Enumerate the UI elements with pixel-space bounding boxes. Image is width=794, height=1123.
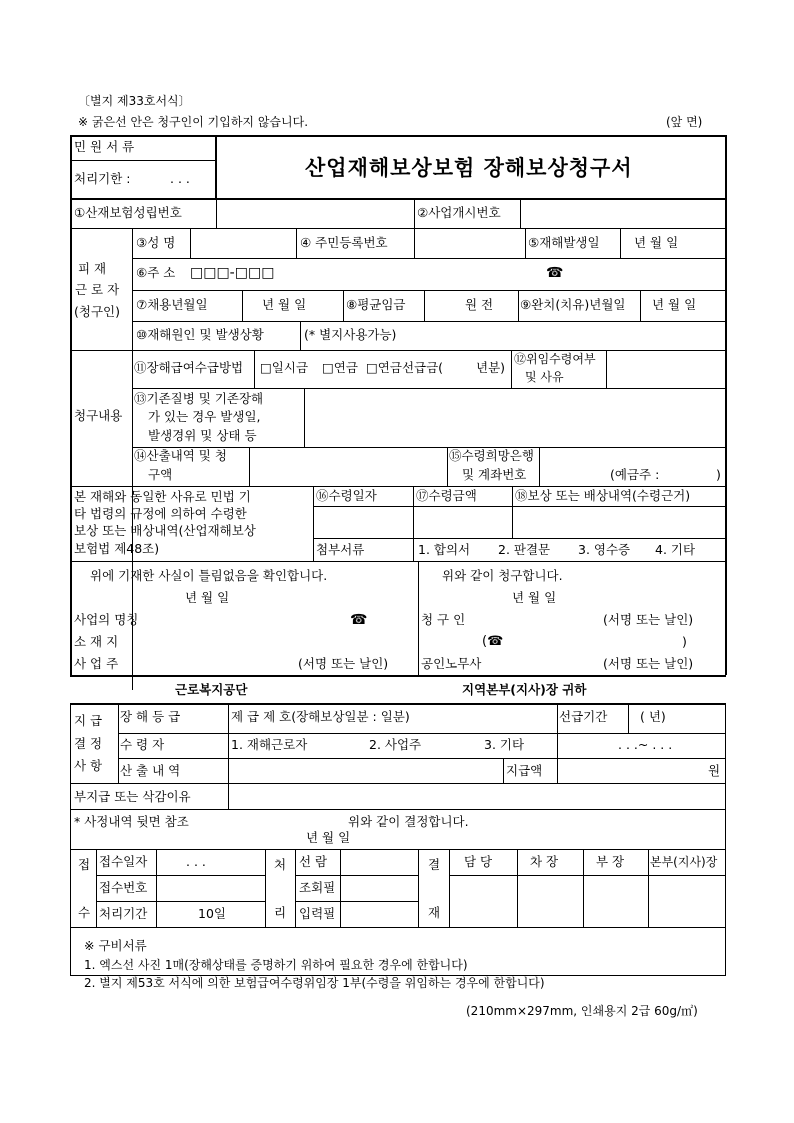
approver-staff: 담 당 (464, 854, 493, 869)
labor-attorney-label: 공인노무사 (421, 656, 482, 671)
receipt-no-label: 접수번호 (99, 880, 148, 895)
rrn-label: ④ 주민등록번호 (300, 235, 388, 250)
recipient-other: 3. 기타 (484, 737, 525, 752)
cause-note: (* 별지사용가능) (304, 327, 397, 342)
attach-other: 4. 기타 (655, 542, 696, 557)
comp-desc-4: 보험법 제48조) (74, 541, 160, 556)
attach-settlement: 1. 합의서 (418, 542, 471, 557)
form-number: 〔별지 제33호서식〕 (78, 94, 191, 108)
comp-desc-2: 타 법령의 규정에 의하여 수령한 (74, 506, 247, 521)
benefit-method-label: ⑪장해급여수급방법 (134, 360, 244, 375)
paper-spec: (210mm×297mm, 인쇄용지 2급 60g/㎡) (466, 1004, 698, 1018)
prepay-date-range: . . .~ . . . (618, 737, 673, 752)
deadline-dots: . . . (170, 171, 190, 186)
approver-deputy-manager: 차 장 (530, 854, 559, 869)
claim-group-label: 청구내용 (74, 408, 123, 423)
business-start-no-field[interactable] (522, 200, 724, 227)
receipt-group-bottom: 수 (78, 905, 91, 920)
comp-desc-1: 본 재해와 동일한 사유로 민법 기 (74, 489, 251, 504)
calc-claim-label-2: 구액 (148, 467, 173, 482)
receipt-group-top: 접 (78, 857, 91, 872)
calc-detail-label: 산 출 내 역 (120, 763, 181, 778)
deadline-label: 처리기한 : (74, 171, 131, 186)
required-doc-2: 2. 별지 제53호 서식에 의한 보험급여수령위임장 1부(수령을 위임하는 경우에 한합니다) (84, 976, 545, 990)
recipient-label: 수 령 자 (120, 737, 165, 752)
pay-amount-label: 지급액 (506, 763, 543, 778)
account-holder-label: (예금주 : (610, 467, 660, 482)
recipient-worker: 1. 재해근로자 (231, 737, 308, 752)
bank-label-1: ⑮수령희망은행 (449, 448, 534, 463)
decision-group-1: 지 급 (74, 713, 103, 728)
business-location-label: 소 재 지 (74, 634, 119, 649)
inquiry-label: 조회필 (299, 880, 336, 895)
method-pension-checkbox[interactable]: □연금 (322, 360, 358, 375)
prior-condition-label-1: ⑬기존질병 및 기존장해 (134, 391, 264, 406)
review-note: * 사정내역 뒷면 참조 (74, 814, 189, 829)
avg-wage-label: ⑧평균임금 (346, 297, 406, 312)
claimant-phone: (☎ (482, 634, 504, 649)
address-label: ⑥주 소 (136, 265, 176, 280)
claimant-label: 청 구 인 (421, 612, 466, 627)
comp-detail-label: ⑱보상 또는 배상내역(수령근거) (515, 488, 691, 503)
bank-label-2: 및 계좌번호 (462, 467, 527, 482)
approval-group-top: 결 (428, 857, 441, 872)
non-payment-reason-label: 부지급 또는 삭감이유 (74, 789, 191, 804)
worker-group-label-2: 근 로 자 (75, 282, 120, 297)
prepay-period-label: 선급기간 (559, 709, 608, 724)
receipt-date-dots: . . . (186, 854, 206, 869)
employer-label: 사 업 주 (74, 656, 119, 671)
disability-grade-label: 장 해 등 급 (120, 709, 181, 724)
required-doc-1: 1. 엑스선 사진 1매(장해상태를 증명하기 위하여 필요한 경우에 한합니다) (84, 958, 468, 972)
received-amount-label: ⑰수령금액 (416, 488, 477, 503)
decision-date: 년 월 일 (306, 830, 351, 845)
claim-date: 년 월 일 (512, 590, 557, 605)
advance-years-suffix: 년분) (476, 360, 506, 375)
accident-date-ymd: 년 월 일 (634, 235, 679, 250)
hire-date-label: ⑦채용년월일 (136, 297, 208, 312)
account-holder-close: ) (716, 467, 721, 482)
cure-date-ymd: 년 월 일 (652, 297, 697, 312)
name-label: ③성 명 (136, 235, 176, 250)
approver-branch-head: 본부(지사)장 (650, 855, 718, 869)
accident-date-label: ⑤재해발생일 (528, 235, 600, 250)
phone-icon: ☎ (546, 265, 564, 281)
cure-date-label: ⑨완치(치유)년월일 (520, 297, 626, 312)
processing-days: 10일 (198, 906, 226, 921)
minwon-label: 민 원 서 류 (74, 139, 135, 154)
process-group-top: 처 (274, 857, 287, 872)
labor-attorney-sign: (서명 또는 날인) (603, 656, 694, 671)
rrn-field[interactable] (416, 230, 524, 257)
business-phone-icon: ☎ (350, 612, 368, 628)
decision-statement: 위와 같이 결정합니다. (348, 814, 469, 829)
cause-label: ⑩재해원인 및 발생상황 (136, 327, 264, 342)
decision-group-2: 결 정 (74, 736, 103, 751)
method-lump-sum-checkbox[interactable]: □일시금 (260, 360, 309, 375)
avg-wage-unit: 원 전 (465, 297, 494, 312)
claimant-phone-close: ) (682, 634, 687, 649)
insurance-no-label: ①산재보험성립번호 (74, 205, 182, 220)
agency-name: 근로복지공단 (175, 682, 248, 697)
business-start-no-label: ②사업개시번호 (417, 205, 501, 220)
attach-receipt: 3. 영수증 (578, 542, 631, 557)
approver-manager: 부 장 (596, 854, 625, 869)
form-title: 산업재해보상보험 장해보상청구서 (305, 155, 633, 180)
prepay-period-value: ( 년) (640, 709, 666, 724)
delegation-label-1: ⑫위임수령여부 (514, 352, 596, 366)
business-name-label: 사업의 명칭 (74, 612, 139, 627)
comp-desc-3: 보상 또는 배상내역(산업재해보상 (74, 523, 256, 538)
method-advance-pension-checkbox[interactable]: □연금선급금( (366, 360, 444, 375)
header-note: ※ 굵은선 안은 청구인이 기입하지 않습니다. (78, 115, 309, 129)
receipt-date-label: 접수일자 (99, 854, 148, 869)
processing-period-label: 처리기간 (99, 906, 148, 921)
postal-code-boxes[interactable]: □□□-□□□ (190, 265, 275, 281)
required-docs-title: ※ 구비서류 (84, 938, 147, 953)
employer-confirm-date: 년 월 일 (185, 590, 230, 605)
attach-judgment: 2. 판결문 (498, 542, 551, 557)
claim-statement: 위와 같이 청구합니다. (442, 568, 563, 583)
recipient-employer: 2. 사업주 (369, 737, 422, 752)
name-field[interactable] (192, 230, 295, 257)
delegation-label-2: 및 사유 (525, 370, 564, 384)
prior-condition-label-3: 발생경위 및 상태 등 (148, 428, 257, 443)
branch-addressee: 지역본부(지사)장 귀하 (462, 682, 587, 697)
hire-date-ymd: 년 월 일 (262, 297, 307, 312)
attachments-label: 첨부서류 (316, 542, 365, 557)
input-label: 입력필 (299, 906, 336, 921)
claimant-sign: (서명 또는 날인) (603, 612, 694, 627)
insurance-no-field[interactable] (218, 200, 413, 227)
employer-confirm-statement: 위에 기재한 사실이 틀림없음을 확인합니다. (90, 568, 328, 583)
employer-sign: (서명 또는 날인) (298, 656, 389, 671)
prior-condition-label-2: 가 있는 경우 발생일, (148, 409, 261, 424)
pay-amount-unit: 원 (708, 763, 721, 778)
received-date-label: ⑯수령일자 (316, 488, 377, 503)
worker-group-label-1: 피 재 (78, 261, 107, 276)
page-side-label: (앞 면) (666, 115, 703, 129)
calc-claim-label-1: ⑭산출내역 및 청 (134, 448, 227, 463)
approval-group-bottom: 재 (428, 905, 441, 920)
browse-label: 선 람 (299, 854, 328, 869)
decision-group-3: 사 항 (74, 758, 103, 773)
process-group-bottom: 리 (274, 905, 287, 920)
worker-group-label-3: (청구인) (74, 304, 120, 319)
disability-grade-value: 제 급 제 호(장해보상일분 : 일분) (231, 709, 410, 724)
